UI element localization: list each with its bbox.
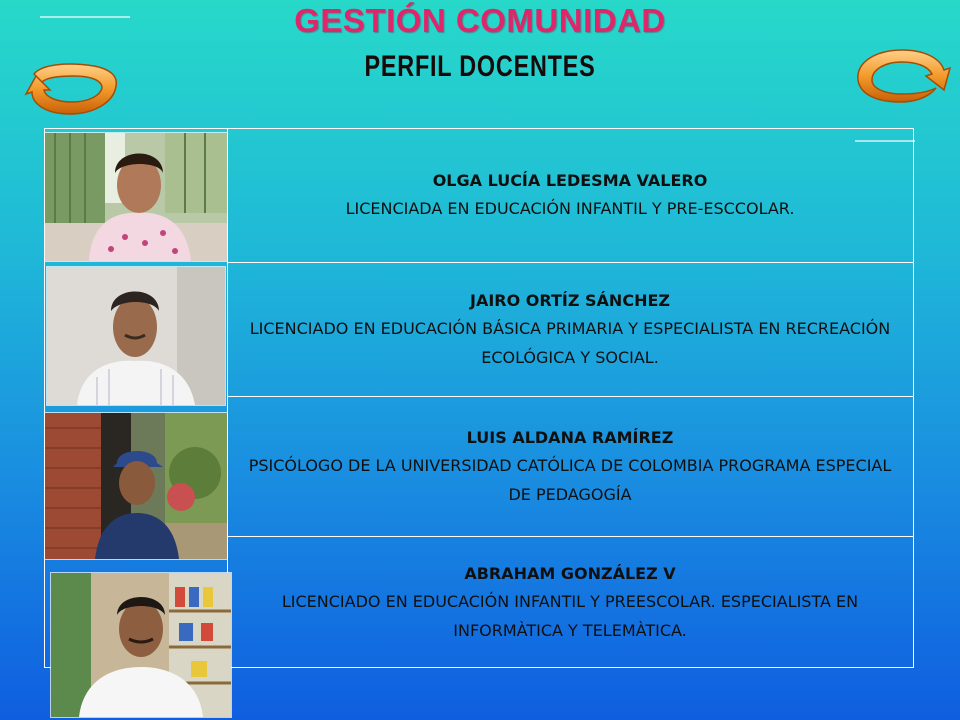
teacher-description: PSICÓLOGO DE LA UNIVERSIDAD CATÓLICA DE COLOMBIA PROGRAMA ESPECIAL DE PEDAGOGÍA xyxy=(248,455,892,504)
back-button[interactable] xyxy=(24,60,120,116)
teacher-name: ABRAHAM GONZÁLEZ V xyxy=(464,564,676,583)
teacher-row xyxy=(227,129,913,263)
teacher-name: OLGA LUCÍA LEDESMA VALERO xyxy=(432,171,708,190)
teacher-photo xyxy=(46,266,226,406)
teacher-row xyxy=(227,263,913,397)
teacher-row xyxy=(227,397,913,537)
teacher-name: JAIRO ORTÍZ SÁNCHEZ xyxy=(470,290,670,310)
teacher-description: LICENCIADO EN EDUCACIÓN BÁSICA PRIMARIA Y ESPECIALISTA EN RECREACIÓN ECOLÓGICA Y SOCIAL. xyxy=(249,318,891,367)
teacher-row xyxy=(227,537,913,669)
teacher-photo xyxy=(44,132,228,262)
page-subtitle: PERFIL DOCENTES xyxy=(364,50,596,83)
teacher-name: LUIS ALDANA RAMÍREZ xyxy=(466,427,674,447)
teacher-description: LICENCIADA EN EDUCACIÓN INFANTIL Y PRE-ESCCOLAR. xyxy=(345,199,795,218)
next-button[interactable] xyxy=(850,44,954,104)
teacher-description: LICENCIADO EN EDUCACIÓN INFANTIL Y PREESCOLAR. ESPECIALISTA EN INFORMÀTICA Y TELEMÀTICA. xyxy=(281,592,859,640)
curved-arrow-right-icon xyxy=(850,44,954,104)
curved-arrow-left-icon xyxy=(24,60,120,116)
teacher-photo xyxy=(50,572,232,718)
page-title: GESTIÓN COMUNIDAD xyxy=(294,2,666,39)
teacher-photo xyxy=(44,412,228,560)
